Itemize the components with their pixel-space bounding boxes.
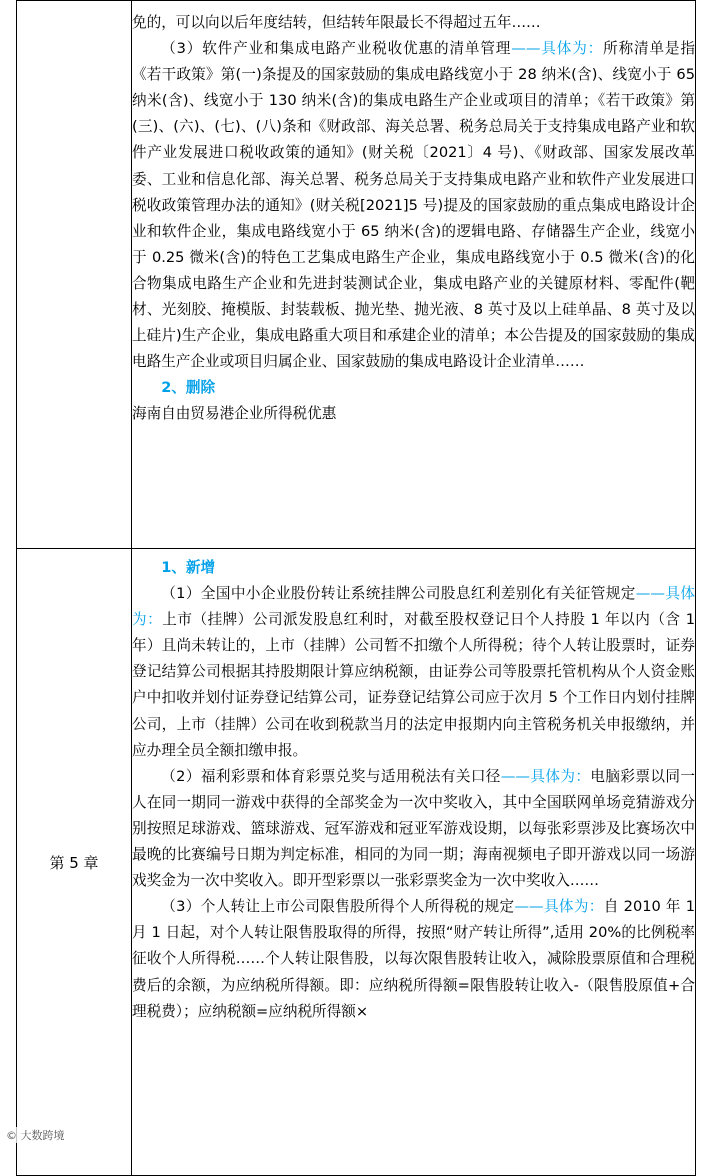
item-1-spec-label: ——具体为：	[132, 585, 695, 629]
item-2-text: 电脑彩票以同一人在同一期同一游戏中获得的全部奖金为一次中奖收入，其中全国联网单场竞猜游戏分别按照足球游戏、篮球游戏、冠军游戏和冠亚军游戏设期，以每张彩票涉及比赛场次中最晚的比赛编号日期为判定标准，相同的为同一期；海南视频电子即开游戏以同一场游戏奖金为一次中奖收入。即开型彩票以一张彩票奖金为一次中奖收入……	[132, 767, 695, 890]
item-3-spec-label: ——具体为：	[511, 40, 604, 58]
item-2-heading: （2）福利彩票和体育彩票兑奖与适用税法有关口径	[161, 767, 501, 785]
item-3b-text: 自 2010 年 1 月 1 日起，对个人转让限售股取得的所得，按照“财产转让所得”,适用 20%的比例税率征收个人所得税……个人转让限售股，以每次限售股转让收入，减除股票原值和合理税费后的余额，为应纳税所得额。即：应纳税所得额=限售股转让收入-（限售股原值+合理税费）；应纳税额=应纳税所得额×	[132, 898, 695, 1020]
chapter-cell	[17, 1, 132, 549]
content-table	[16, 0, 696, 1176]
delete-item: 海南自由贸易港企业所得税优惠	[132, 405, 337, 423]
content-cell	[132, 549, 696, 1176]
item-1-text: 上市（挂牌）公司派发股息红利时，对截至股权登记日个人持股 1 年以内（含 1 年）且尚未转让的，上市（挂牌）公司暂不扣缴个人所得税；待个人转让股票时，证券登记结算公司根据其持股期限计算应纳税额，由证券公司等股票托管机构从个人资金账户中扣收并划付证券登记结算公司，证券登记结算公司应于次月 5 个工作日内划付挂牌公司，上市（挂牌）公司在收到税款当月的法定申报期内向主管税务机关申报缴纳，并应办理全员全额扣缴申报。	[132, 611, 695, 759]
item-3b-heading: （3）个人转让上市公司限售股所得个人所得税的规定	[161, 898, 515, 916]
item-2-spec-label: ——具体为：	[500, 767, 591, 785]
chapter-cell: 第 5 章	[17, 549, 132, 1176]
item-3b-paragraph	[132, 894, 695, 1024]
table-row	[17, 1, 696, 549]
content-cell	[132, 1, 696, 549]
item-1-heading: （1）全国中小企业股份转让系统挂牌公司股息红利差别化有关征管规定	[161, 585, 636, 603]
paragraph-continuation: 免的，可以向以后年度结转，但结转年限最长不得超过五年……	[132, 14, 541, 31]
source-credit: © 大数跨境	[6, 1129, 65, 1142]
item-1-paragraph	[132, 581, 695, 764]
item-2-paragraph	[132, 764, 695, 894]
item-3b-spec-label: ——具体为：	[514, 898, 604, 916]
item-3-text: 所称清单是指《若干政策》第(一)条提及的国家鼓励的集成电路线宽小于 28 纳米(含)、线宽小于 65 纳米(含)、线宽小于 130 纳米(含)的集成电路生产企业或项目的清单；《若干政策》第(三)、(六)、(七)、(八)条和《财政部、海关总署、税务总局关于支持集成电路产业和软件产业发展进口税收政策的通知》(财关税〔2021〕4 号)、《财政部、国家发展改革委、工业和信息化部、海关总署、税务总局关于支持集成电路产业和软件产业发展进口税收政策管理办法的通知》(财关税[2021]5 号)提及的国家鼓励的重点集成电路设计企业和软件企业，集成电路线宽小于 65 纳米(含)的逻辑电路、存储器生产企业，线宽小于 0.25 微米(含)的特色工艺集成电路生产企业，集成电路线宽小于 0.5 微米(含)的化合物集成电路生产企业和先进封装测试企业，集成电路产业的关键原材料、零配件(靶材、光刻胶、掩模版、封装载板、抛光垫、抛光液、8 英寸及以上硅单晶、8 英寸及以上硅片)生产企业，集成电路重大项目和承建企业的清单；本公告提及的国家鼓励的集成电路生产企业或项目归属企业、国家鼓励的集成电路设计企业清单……	[132, 40, 695, 371]
add-heading: 1、新增	[161, 559, 216, 576]
table-row	[17, 549, 696, 1176]
item-3-heading: （3）软件产业和集成电路产业税收优惠的清单管理	[161, 40, 512, 58]
item-3-paragraph	[132, 36, 695, 375]
delete-heading: 2、删除	[161, 379, 216, 397]
